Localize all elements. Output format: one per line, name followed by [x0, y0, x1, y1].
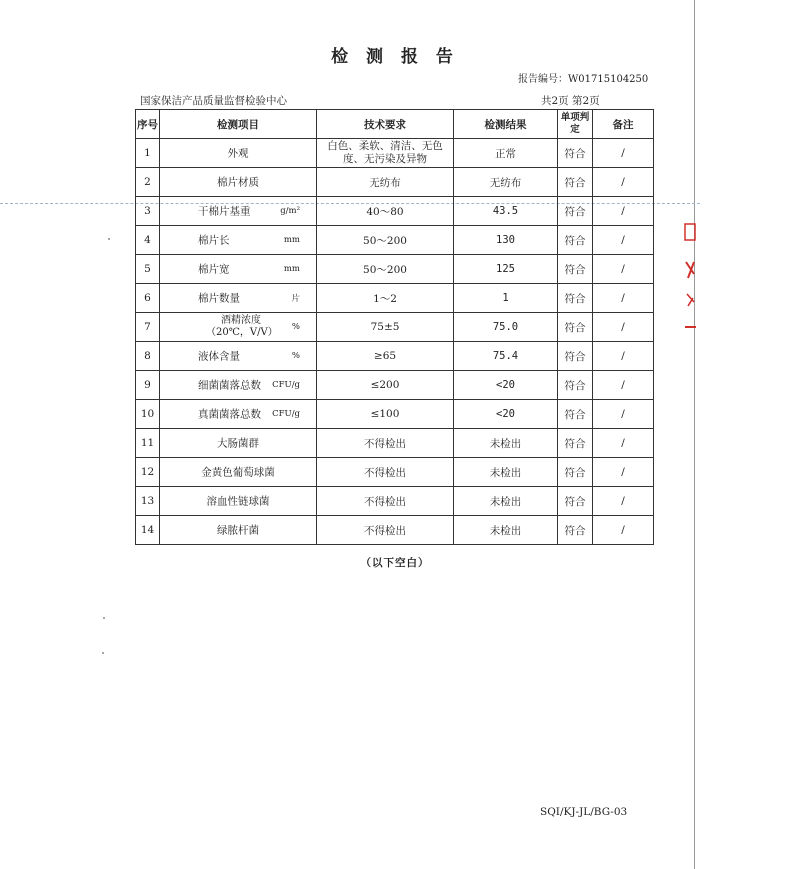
table-row [136, 516, 654, 545]
table-row [136, 255, 654, 284]
remark-cell: / [593, 400, 654, 429]
result-cell: 未检出 [454, 487, 558, 516]
page-edge-line [694, 0, 695, 869]
verdict-cell: 符合 [558, 429, 593, 458]
item-unit: 片 [291, 294, 300, 304]
row-number: 5 [136, 255, 160, 284]
item-cell [160, 168, 317, 197]
remark-cell: / [593, 197, 654, 226]
verdict-cell: 符合 [558, 516, 593, 545]
verdict-cell: 符合 [558, 197, 593, 226]
verdict-cell: 符合 [558, 371, 593, 400]
row-number: 11 [136, 429, 160, 458]
item-unit: % [291, 351, 300, 361]
item-name: 外观 [227, 147, 249, 160]
verdict-cell: 符合 [558, 458, 593, 487]
remark-cell: / [593, 226, 654, 255]
item-cell [160, 400, 317, 429]
page-info: 共2页 第2页 [541, 95, 600, 107]
result-cell: <20 [454, 400, 558, 429]
header-requirement: 技术要求 [317, 110, 454, 139]
document-code: SQI/KJ-JL/BG-03 [540, 806, 628, 818]
remark-cell: / [593, 313, 654, 342]
requirement-cell: 40～80 [317, 197, 454, 226]
result-cell: <20 [454, 371, 558, 400]
result-cell: 1 [454, 284, 558, 313]
verdict-cell: 符合 [558, 284, 593, 313]
row-number: 4 [136, 226, 160, 255]
header-no: 序号 [136, 110, 160, 139]
row-number: 13 [136, 487, 160, 516]
result-cell: 75.4 [454, 342, 558, 371]
header-verdict: 单项判定 [558, 110, 593, 139]
table-row [136, 284, 654, 313]
row-number: 14 [136, 516, 160, 545]
table-body [136, 139, 654, 545]
item-unit: % [291, 322, 300, 332]
verdict-cell: 符合 [558, 168, 593, 197]
verdict-cell: 符合 [558, 400, 593, 429]
report-number: 报告编号：W01715104250 [518, 74, 649, 85]
header-remark: 备注 [593, 110, 654, 139]
result-cell: 75.0 [454, 313, 558, 342]
item-name: 细菌菌落总数 [198, 379, 261, 392]
item-name: 酒精浓度（20℃，V/V） [206, 315, 278, 338]
item-cell [160, 371, 317, 400]
verdict-cell: 符合 [558, 226, 593, 255]
requirement-cell: 1～2 [317, 284, 454, 313]
result-cell: 正常 [454, 139, 558, 168]
row-number: 2 [136, 168, 160, 197]
requirement-cell: 无纺布 [317, 168, 454, 197]
remark-cell: / [593, 371, 654, 400]
item-name: 干棉片基重 [198, 205, 251, 218]
table-row [136, 197, 654, 226]
item-cell [160, 226, 317, 255]
end-note: （以下空白） [360, 557, 430, 569]
result-cell: 125 [454, 255, 558, 284]
table-row [136, 226, 654, 255]
item-name: 棉片宽 [198, 263, 230, 276]
item-name: 金黄色葡萄球菌 [201, 466, 275, 479]
result-cell: 未检出 [454, 516, 558, 545]
scan-speck [103, 617, 105, 619]
table-row [136, 313, 654, 342]
requirement-cell: 75±5 [317, 313, 454, 342]
item-name: 溶血性链球菌 [206, 495, 270, 508]
item-unit: CFU/g [272, 409, 300, 419]
item-unit: mm [283, 235, 300, 245]
row-number: 1 [136, 139, 160, 168]
item-cell [160, 342, 317, 371]
row-number: 6 [136, 284, 160, 313]
result-cell: 无纺布 [454, 168, 558, 197]
remark-cell: / [593, 487, 654, 516]
item-cell [160, 197, 317, 226]
requirement-cell: 不得检出 [317, 429, 454, 458]
item-name: 大肠菌群 [217, 437, 259, 450]
verdict-cell: 符合 [558, 313, 593, 342]
verdict-cell: 符合 [558, 139, 593, 168]
row-number: 3 [136, 197, 160, 226]
table-row [136, 342, 654, 371]
test-results-table [135, 109, 654, 545]
item-name: 棉片数量 [198, 292, 240, 305]
table-row [136, 139, 654, 168]
scan-speck [102, 652, 104, 654]
remark-cell: / [593, 342, 654, 371]
table-row [136, 429, 654, 458]
remark-cell: / [593, 168, 654, 197]
item-cell [160, 516, 317, 545]
row-number: 10 [136, 400, 160, 429]
organization-name: 国家保洁产品质量监督检验中心 [140, 95, 287, 107]
table-row [136, 168, 654, 197]
requirement-cell: 白色、柔软、清洁、无色度、无污染及异物 [317, 139, 454, 168]
item-cell [160, 255, 317, 284]
item-unit: mm [283, 264, 300, 274]
item-name: 绿脓杆菌 [217, 524, 259, 537]
requirement-cell: ≤200 [317, 371, 454, 400]
item-unit: CFU/g [272, 380, 300, 390]
row-number: 8 [136, 342, 160, 371]
requirement-cell: 不得检出 [317, 516, 454, 545]
report-title: 检 测 报 告 [331, 47, 459, 67]
verdict-cell: 符合 [558, 255, 593, 284]
row-number: 7 [136, 313, 160, 342]
item-cell [160, 458, 317, 487]
item-name: 液体含量 [198, 350, 240, 363]
header-item: 检测项目 [160, 110, 317, 139]
scan-speck [108, 238, 110, 240]
row-number: 9 [136, 371, 160, 400]
result-cell: 未检出 [454, 429, 558, 458]
partial-seal-stamp [683, 222, 697, 332]
remark-cell: / [593, 429, 654, 458]
item-name: 棉片材质 [217, 176, 259, 189]
requirement-cell: ≥65 [317, 342, 454, 371]
table-row [136, 371, 654, 400]
remark-cell: / [593, 139, 654, 168]
verdict-cell: 符合 [558, 487, 593, 516]
requirement-cell: ≤100 [317, 400, 454, 429]
item-cell [160, 139, 317, 168]
item-cell [160, 313, 317, 342]
remark-cell: / [593, 255, 654, 284]
requirement-cell: 50～200 [317, 226, 454, 255]
table-row [136, 487, 654, 516]
remark-cell: / [593, 458, 654, 487]
verdict-cell: 符合 [558, 342, 593, 371]
table-header-row [136, 110, 654, 139]
remark-cell: / [593, 516, 654, 545]
item-unit: g/m² [280, 206, 300, 216]
result-cell: 未检出 [454, 458, 558, 487]
header-result: 检测结果 [454, 110, 558, 139]
requirement-cell: 50～200 [317, 255, 454, 284]
item-cell [160, 487, 317, 516]
table-row [136, 458, 654, 487]
remark-cell: / [593, 284, 654, 313]
row-number: 12 [136, 458, 160, 487]
item-cell [160, 429, 317, 458]
item-name: 棉片长 [198, 234, 230, 247]
item-name: 真菌菌落总数 [198, 408, 261, 421]
requirement-cell: 不得检出 [317, 458, 454, 487]
table-row [136, 400, 654, 429]
result-cell: 43.5 [454, 197, 558, 226]
item-cell [160, 284, 317, 313]
result-cell: 130 [454, 226, 558, 255]
requirement-cell: 不得检出 [317, 487, 454, 516]
